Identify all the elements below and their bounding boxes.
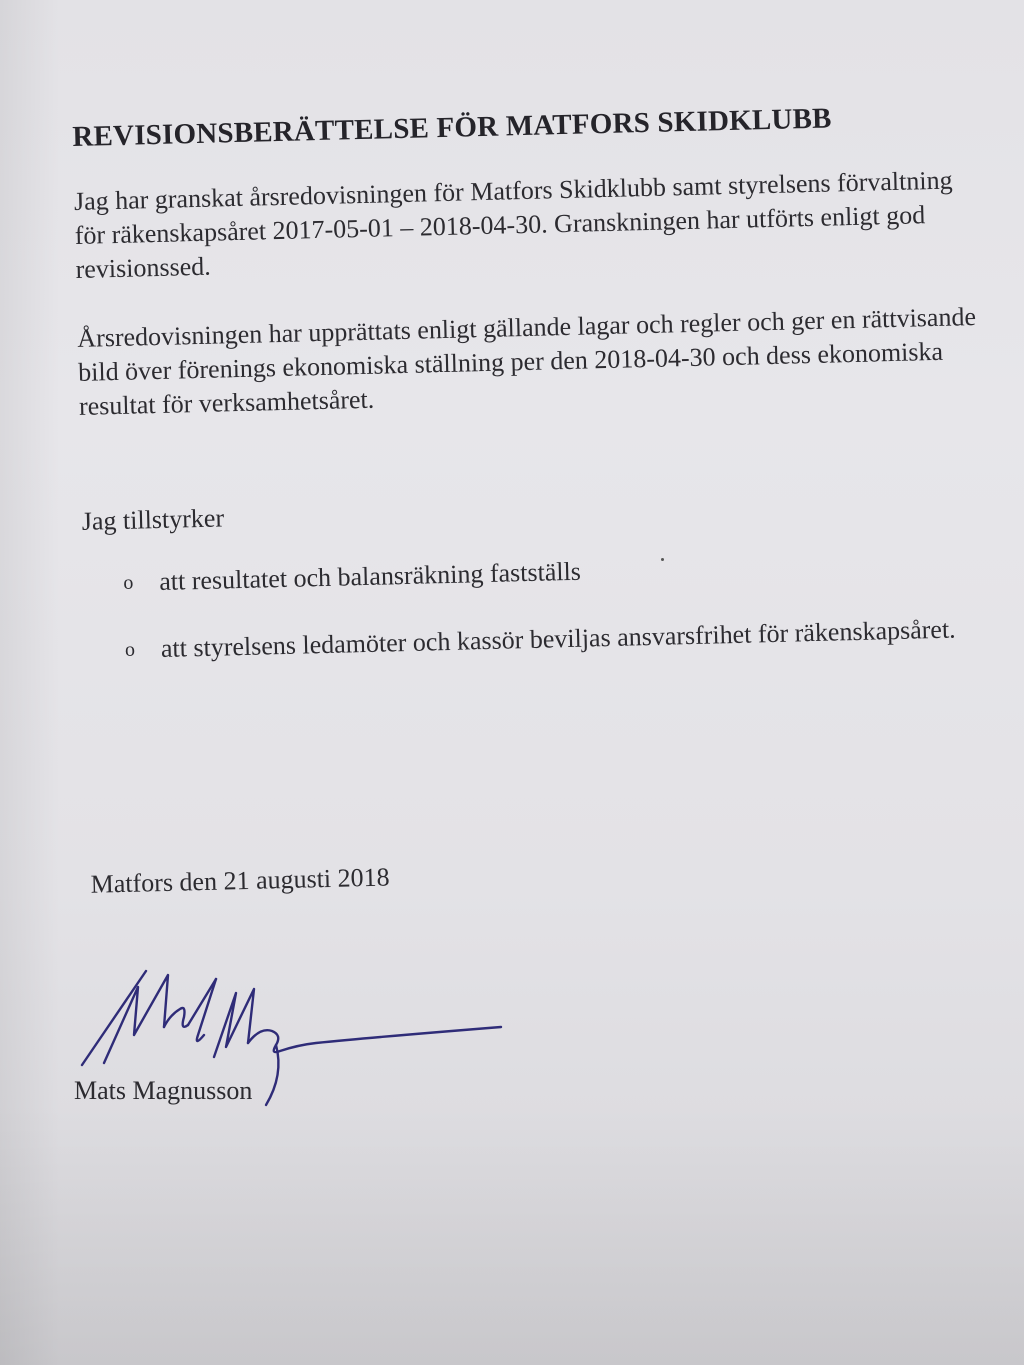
document-body <box>72 98 1001 902</box>
list-item-text: att styrelsens ledamöter och kassör beviljas ansvarsfrihet för räkenskapsåret. <box>160 614 956 663</box>
list-item <box>125 611 996 666</box>
paragraph-audit-opinion: Årsredovisningen har upprättats enligt gällande lagar och regler och ger en rättvisande bild över förenings ekonomiska ställning per den 2018-04-30 och dess ekonomiska resultat för verksamhetsåret. <box>76 301 977 421</box>
bullet-marker: o <box>124 638 136 661</box>
list-item <box>123 544 994 599</box>
paragraph-audit-scope: Jag har granskat årsredovisningen för Matfors Skidklubb samt styrelsens förvaltning för räkenskapsåret 2017-05-01 – 2018-04-30. Granskningen har utförts enligt god revisionssed. <box>73 165 953 284</box>
list-item-text: att resultatet och balansräkning fastställs <box>158 556 582 596</box>
place-and-date: Matfors den 21 augusti 2018 <box>90 862 390 899</box>
recommendation-intro: Jag tillstyrker <box>81 503 225 536</box>
signatory-name: Mats Magnusson <box>74 1076 253 1105</box>
page-shadow-bottom <box>0 1105 1024 1365</box>
recommendation-list <box>83 544 995 667</box>
bullet-marker: o <box>123 571 134 594</box>
document-title: REVISIONSBERÄTTELSE FÖR MATFORS SKIDKLUBB <box>72 102 833 153</box>
